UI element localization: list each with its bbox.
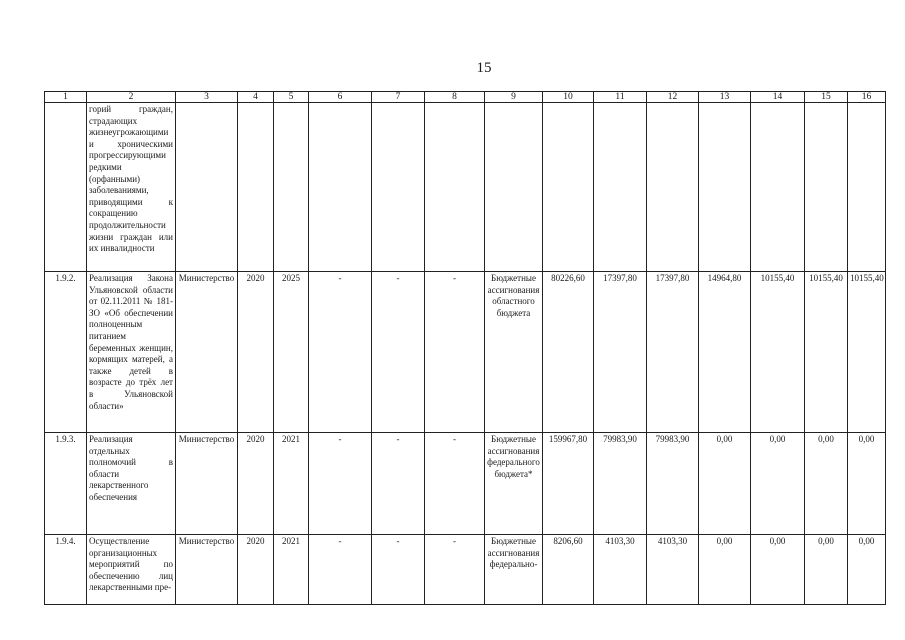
header-cell: 8 — [425, 92, 485, 103]
amount-cell: 14964,80 — [699, 272, 751, 433]
header-cell: 14 — [751, 92, 805, 103]
amount-cell: 0,00 — [699, 535, 751, 605]
table-row — [45, 433, 886, 535]
funding-source-cell — [485, 103, 543, 272]
executor-cell — [176, 103, 238, 272]
col6-cell: - — [309, 433, 372, 535]
executor-cell: Министерство — [176, 272, 238, 433]
end-year-cell: 2021 — [274, 535, 309, 605]
funding-source-cell: Бюджетные ассигнования федерального бюджета* — [485, 433, 543, 535]
amount-cell: 10155,40 — [805, 272, 848, 433]
amount-cell — [751, 103, 805, 272]
table-row — [45, 535, 886, 605]
amount-cell: 4103,30 — [594, 535, 647, 605]
col7-cell — [372, 103, 425, 272]
amount-cell: 0,00 — [805, 535, 848, 605]
col6-cell: - — [309, 535, 372, 605]
amount-cell — [848, 103, 886, 272]
col8-cell: - — [425, 535, 485, 605]
start-year-cell — [238, 103, 274, 272]
end-year-cell: 2025 — [274, 272, 309, 433]
executor-cell: Министерство — [176, 433, 238, 535]
row-number — [45, 103, 87, 272]
funding-source-cell: Бюджетные ассигнования областного бюджета — [485, 272, 543, 433]
start-year-cell: 2020 — [238, 535, 274, 605]
header-cell: 5 — [274, 92, 309, 103]
header-cell: 11 — [594, 92, 647, 103]
amount-cell: 0,00 — [699, 433, 751, 535]
col8-cell: - — [425, 433, 485, 535]
end-year-cell — [274, 103, 309, 272]
header-cell: 1 — [45, 92, 87, 103]
col6-cell: - — [309, 272, 372, 433]
col7-cell: - — [372, 433, 425, 535]
row-number: 1.9.2. — [45, 272, 87, 433]
executor-cell: Министерство — [176, 535, 238, 605]
amount-cell: 10155,40 — [848, 272, 886, 433]
amount-cell: 0,00 — [848, 433, 886, 535]
header-cell: 12 — [647, 92, 699, 103]
measure-description: горий граждан, страдающих жизнеугрожающими и хроническими прогрессирующими редкими (орфанными) заболеваниями, приводящими к сокращению продолжительности жизни граждан или их инвалидности — [87, 103, 176, 272]
amount-cell — [594, 103, 647, 272]
amount-cell: 17397,80 — [647, 272, 699, 433]
measure-description: Реализация Закона Ульяновской области от 02.11.2011 № 181-ЗО «Об обеспечении полноценным питанием беременных женщин, кормящих матерей, а также детей в возрасте до трёх лет в Ульяновской области» — [87, 272, 176, 433]
amount-cell: 80226,60 — [543, 272, 594, 433]
col8-cell: - — [425, 272, 485, 433]
funding-source-cell: Бюджетные ассигнования федерально- — [485, 535, 543, 605]
amount-cell — [647, 103, 699, 272]
measure-description: Осуществление организационных мероприятий по обеспечению лиц лекарственными пре- — [87, 535, 176, 605]
header-cell: 6 — [309, 92, 372, 103]
amount-cell: 10155,40 — [751, 272, 805, 433]
amount-cell: 0,00 — [751, 535, 805, 605]
amount-cell: 8206,60 — [543, 535, 594, 605]
header-cell: 7 — [372, 92, 425, 103]
start-year-cell: 2020 — [238, 272, 274, 433]
amount-cell — [805, 103, 848, 272]
amount-cell — [699, 103, 751, 272]
header-row — [45, 92, 886, 103]
header-cell: 4 — [238, 92, 274, 103]
start-year-cell: 2020 — [238, 433, 274, 535]
header-cell: 2 — [87, 92, 176, 103]
amount-cell: 4103,30 — [647, 535, 699, 605]
col7-cell: - — [372, 272, 425, 433]
header-cell: 16 — [848, 92, 886, 103]
col8-cell — [425, 103, 485, 272]
col6-cell — [309, 103, 372, 272]
header-cell: 9 — [485, 92, 543, 103]
amount-cell: 0,00 — [805, 433, 848, 535]
header-cell: 15 — [805, 92, 848, 103]
col7-cell: - — [372, 535, 425, 605]
measure-description: Реализация отдельных полномочий в области лекарственного обеспечения — [87, 433, 176, 535]
table-row — [45, 272, 886, 433]
row-number: 1.9.4. — [45, 535, 87, 605]
header-cell: 13 — [699, 92, 751, 103]
end-year-cell: 2021 — [274, 433, 309, 535]
header-cell: 10 — [543, 92, 594, 103]
row-number: 1.9.3. — [45, 433, 87, 535]
amount-cell: 159967,80 — [543, 433, 594, 535]
amount-cell: 79983,90 — [647, 433, 699, 535]
amount-cell: 79983,90 — [594, 433, 647, 535]
amount-cell: 17397,80 — [594, 272, 647, 433]
amount-cell: 0,00 — [751, 433, 805, 535]
page-number: 15 — [476, 60, 492, 76]
table-row — [45, 103, 886, 272]
amount-cell: 0,00 — [848, 535, 886, 605]
header-cell: 3 — [176, 92, 238, 103]
program-table — [44, 91, 886, 605]
amount-cell — [543, 103, 594, 272]
